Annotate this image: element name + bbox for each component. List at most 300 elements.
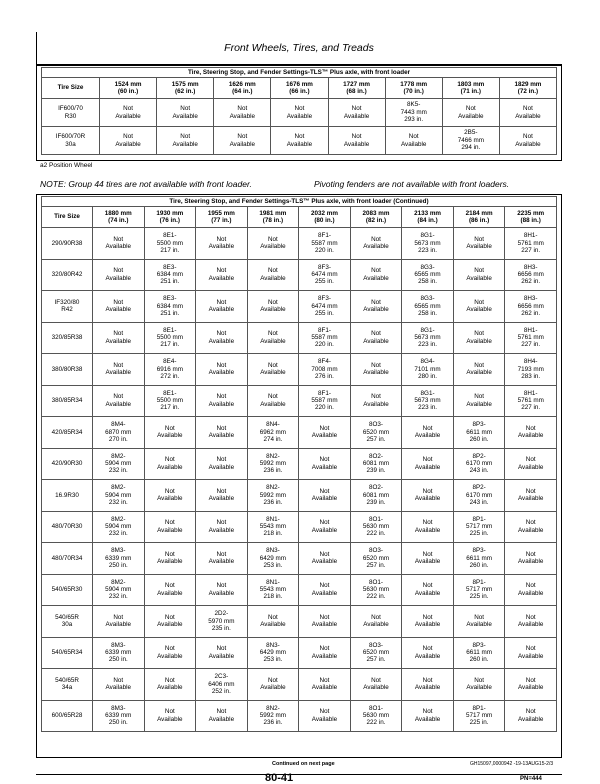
setting-line: Available — [286, 112, 313, 120]
column-header-tire-size: Tire Size — [42, 78, 100, 99]
setting-line: Not — [371, 393, 381, 401]
setting-line: 8H1- — [523, 232, 538, 240]
setting-line: Available — [517, 526, 544, 534]
setting-line: Available — [208, 715, 235, 723]
setting-line: Not — [216, 550, 227, 558]
column-header-line: (64 in.) — [232, 88, 253, 95]
setting-line: 5717 mm — [465, 523, 493, 531]
setting-cell — [247, 417, 299, 449]
setting-line: Available — [414, 715, 441, 723]
table-row — [42, 637, 557, 669]
setting-line: Not — [351, 105, 362, 113]
setting-line: Available — [208, 652, 235, 660]
column-header-line: 1575 mm — [171, 80, 199, 88]
column-header-line: 1803 mm — [457, 80, 485, 88]
setting-line: Not — [268, 676, 278, 684]
setting-line: 5587 mm — [311, 334, 338, 342]
setting-line: Not — [268, 298, 278, 306]
setting-cell — [402, 228, 454, 260]
setting-cell — [196, 448, 248, 480]
setting-line: Available — [517, 558, 544, 566]
setting-line: Available — [115, 112, 141, 120]
setting-line: 6565 mm — [414, 302, 441, 310]
setting-line: Not — [319, 550, 330, 558]
setting-line: 235 in. — [211, 624, 231, 632]
setting-cell — [299, 574, 351, 606]
setting-line: 6870 mm — [105, 428, 132, 436]
setting-line: Available — [208, 243, 235, 251]
setting-line: Available — [208, 274, 235, 282]
setting-line: Available — [105, 621, 131, 629]
column-header-line: (74 in.) — [108, 217, 129, 224]
setting-line: Available — [414, 652, 441, 660]
note-group44: NOTE: Group 44 tires are not available with front loader. — [40, 179, 252, 189]
tire-size-line: 600/65R28 — [51, 712, 83, 720]
column-header-line: 1676 mm — [285, 80, 313, 88]
column-header-line: (77 in.) — [211, 217, 232, 224]
setting-cell — [350, 480, 402, 512]
table-row — [42, 511, 557, 543]
column-header-line: 1626 mm — [228, 80, 256, 88]
table-row — [42, 228, 557, 260]
setting-line: Available — [363, 243, 389, 251]
setting-line: 8N4- — [266, 421, 280, 429]
setting-line: Not — [268, 613, 278, 621]
setting-line: Available — [311, 715, 338, 723]
setting-line: 5904 mm — [105, 523, 132, 531]
setting-line: Available — [414, 526, 441, 534]
setting-cell — [247, 511, 299, 543]
setting-cell — [505, 511, 557, 543]
setting-line: Not — [216, 361, 227, 369]
setting-line: 251 in. — [160, 278, 180, 286]
setting-line: Not — [474, 330, 484, 338]
setting-line: 6916 mm — [156, 365, 183, 373]
setting-line: 7193 mm — [517, 365, 544, 373]
page-title: Front Wheels, Tires, and Treads — [224, 42, 374, 54]
setting-cell — [157, 99, 214, 127]
tire-size-line: 320/80R42 — [51, 271, 83, 279]
setting-line: Available — [517, 432, 544, 440]
table1-frame — [36, 65, 562, 161]
setting-line: Not — [216, 424, 227, 432]
setting-cell — [505, 385, 557, 417]
setting-line: Available — [414, 621, 441, 629]
setting-line: Not — [268, 267, 278, 275]
setting-line: 6565 mm — [414, 271, 441, 279]
setting-cell — [299, 291, 351, 323]
column-header-line: 1955 mm — [207, 209, 235, 217]
setting-cell — [402, 669, 454, 701]
setting-line: Available — [414, 463, 441, 471]
setting-line: Available — [414, 432, 441, 440]
setting-cell — [93, 700, 145, 732]
setting-line: Available — [157, 558, 183, 566]
setting-line: Not — [371, 361, 381, 369]
setting-line: 218 in. — [263, 593, 283, 601]
setting-cell — [144, 417, 196, 449]
setting-line: Available — [105, 306, 131, 314]
setting-line: 6520 mm — [362, 649, 390, 657]
setting-line: Not — [474, 613, 484, 621]
setting-line: 6429 mm — [259, 554, 287, 562]
table-caption: Tire, Steering Stop, and Fender Settings-TLS™ Plus axle, with front loader — [42, 68, 557, 78]
setting-line: Available — [105, 369, 131, 377]
column-header — [93, 207, 145, 228]
setting-cell — [402, 259, 454, 291]
setting-line: 8M3- — [111, 641, 126, 649]
setting-cell — [453, 354, 505, 386]
setting-line: Not — [422, 487, 433, 495]
setting-line: Not — [474, 298, 484, 306]
setting-line: 8F1- — [317, 326, 331, 334]
setting-cell — [144, 354, 196, 386]
tire-size-line: 540/65R — [55, 676, 79, 684]
setting-cell — [93, 354, 145, 386]
setting-cell — [505, 543, 557, 575]
setting-cell — [93, 228, 145, 260]
setting-line: Not — [164, 708, 175, 716]
setting-line: Available — [208, 306, 235, 314]
setting-line: Not — [474, 361, 484, 369]
column-header-line: (84 in.) — [417, 217, 438, 224]
setting-line: Available — [208, 558, 235, 566]
pn-label: PN=444 — [520, 776, 542, 782]
setting-cell — [505, 322, 557, 354]
table-row — [42, 127, 557, 155]
setting-cell — [93, 574, 145, 606]
setting-line: 8M4- — [111, 421, 126, 429]
setting-line: 8N3- — [266, 641, 280, 649]
setting-line: Not — [319, 519, 330, 527]
setting-line: 258 in. — [418, 309, 437, 317]
setting-line: 252 in. — [211, 687, 231, 695]
setting-cell — [247, 228, 299, 260]
setting-cell — [196, 637, 248, 669]
tire-size-line: 420/90R30 — [51, 460, 83, 468]
setting-cell — [93, 322, 145, 354]
setting-cell — [93, 417, 145, 449]
setting-line: 293 in. — [404, 116, 424, 124]
setting-line: 227 in. — [521, 341, 541, 349]
setting-line: Available — [208, 432, 235, 440]
setting-line: Not — [164, 487, 175, 495]
setting-line: Available — [466, 274, 492, 282]
setting-cell — [505, 417, 557, 449]
setting-line: 5992 mm — [259, 712, 287, 720]
setting-cell — [247, 480, 299, 512]
setting-line: 5761 mm — [517, 239, 544, 247]
setting-line: Not — [422, 550, 433, 558]
column-header-line: 2184 mm — [465, 209, 493, 217]
setting-cell — [93, 543, 145, 575]
setting-line: 8N2- — [266, 452, 280, 460]
setting-cell — [299, 228, 351, 260]
setting-line: Not — [525, 613, 536, 621]
setting-line: 6611 mm — [466, 428, 492, 436]
setting-line: Available — [517, 495, 544, 503]
setting-line: Not — [268, 235, 278, 243]
setting-line: Not — [422, 708, 433, 716]
setting-cell — [505, 480, 557, 512]
setting-cell — [144, 448, 196, 480]
setting-line: 5761 mm — [517, 397, 544, 405]
setting-line: Available — [157, 526, 183, 534]
setting-line: 239 in. — [366, 467, 386, 475]
tire-size-cell — [42, 700, 93, 732]
setting-line: Not — [474, 267, 484, 275]
setting-line: 5543 mm — [259, 523, 287, 531]
setting-cell — [453, 511, 505, 543]
setting-line: Not — [123, 105, 133, 113]
setting-line: Available — [311, 495, 338, 503]
tire-size-line: IF600/70R — [55, 133, 86, 141]
setting-line: Available — [229, 112, 256, 120]
setting-line: Available — [363, 337, 389, 345]
setting-cell — [247, 669, 299, 701]
setting-line: 243 in. — [469, 498, 489, 506]
setting-line: 5587 mm — [311, 239, 338, 247]
setting-cell — [328, 127, 385, 155]
column-header — [328, 78, 385, 99]
setting-line: Not — [216, 393, 227, 401]
setting-cell — [196, 417, 248, 449]
column-header-line: 1524 mm — [114, 80, 142, 88]
setting-line: Available — [229, 140, 256, 148]
setting-line: 5500 mm — [156, 397, 183, 405]
footer-rule — [36, 774, 562, 775]
table-row — [42, 574, 557, 606]
setting-line: Not — [113, 298, 124, 306]
setting-line: 6384 mm — [156, 271, 183, 279]
setting-line: Available — [172, 112, 198, 120]
setting-line: 8F1- — [317, 232, 331, 240]
setting-line: Not — [164, 676, 175, 684]
setting-line: 5717 mm — [465, 586, 493, 594]
setting-cell — [350, 322, 402, 354]
setting-line: Available — [466, 684, 492, 692]
setting-line: 8O3- — [369, 547, 383, 555]
column-header-line: (60 in.) — [117, 88, 139, 95]
tire-size-cell — [42, 259, 93, 291]
column-header — [350, 207, 402, 228]
setting-cell — [350, 291, 402, 323]
setting-line: 5904 mm — [105, 491, 132, 499]
setting-line: Available — [466, 400, 492, 408]
setting-cell — [196, 291, 248, 323]
setting-line: 8G1- — [420, 389, 435, 397]
setting-line: 8E1- — [163, 232, 177, 240]
setting-line: Available — [208, 369, 235, 377]
setting-line: Available — [260, 243, 286, 251]
setting-line: 262 in. — [521, 278, 541, 286]
setting-cell — [299, 606, 351, 638]
setting-line: 8O3- — [369, 421, 383, 429]
setting-line: 218 in. — [263, 530, 283, 538]
setting-cell — [402, 637, 454, 669]
setting-line: Available — [400, 140, 427, 148]
tire-size-line: R30 — [64, 112, 77, 120]
setting-line: 5500 mm — [156, 334, 183, 342]
setting-line: Available — [517, 589, 544, 597]
column-header-line: (66 in.) — [289, 88, 310, 95]
setting-cell — [196, 700, 248, 732]
setting-line: Not — [268, 361, 278, 369]
setting-line: 250 in. — [108, 561, 128, 569]
setting-line: 5970 mm — [208, 617, 235, 625]
setting-line: Not — [371, 613, 381, 621]
setting-line: 8M3- — [111, 704, 126, 712]
setting-line: 225 in. — [469, 719, 489, 727]
setting-line: Available — [311, 558, 338, 566]
setting-line: Available — [311, 526, 338, 534]
setting-cell — [505, 606, 557, 638]
setting-line: 253 in. — [263, 561, 283, 569]
setting-line: Available — [157, 621, 183, 629]
setting-line: 8E1- — [163, 389, 177, 397]
setting-line: 8H1- — [523, 326, 538, 334]
setting-cell — [144, 543, 196, 575]
tire-size-line: 30a — [61, 621, 73, 629]
setting-cell — [453, 259, 505, 291]
setting-line: Not — [408, 133, 419, 141]
setting-cell — [196, 480, 248, 512]
setting-cell — [402, 574, 454, 606]
setting-cell — [196, 669, 248, 701]
setting-cell — [299, 354, 351, 386]
column-header-line: 2235 mm — [517, 209, 545, 217]
column-header-line: (80 in.) — [314, 217, 335, 224]
setting-line: Not — [474, 393, 484, 401]
column-header-tire-size: Tire Size — [42, 207, 93, 228]
setting-cell — [505, 700, 557, 732]
setting-cell — [505, 354, 557, 386]
setting-cell — [453, 574, 505, 606]
setting-line: Available — [466, 621, 492, 629]
setting-line: Not — [180, 133, 191, 141]
setting-line: 7008 mm — [311, 365, 338, 373]
setting-cell — [144, 480, 196, 512]
setting-line: Not — [294, 133, 305, 141]
setting-line: 232 in. — [108, 530, 128, 538]
setting-line: Available — [311, 589, 338, 597]
setting-cell — [93, 637, 145, 669]
table-row — [42, 322, 557, 354]
setting-line: 5717 mm — [465, 712, 493, 720]
setting-line: 8P1- — [472, 704, 486, 712]
column-header-line: 2032 mm — [310, 209, 338, 217]
tire-size-line: 480/70R34 — [51, 554, 83, 562]
setting-cell — [157, 127, 214, 155]
setting-line: Not — [422, 676, 433, 684]
setting-line: 227 in. — [521, 246, 541, 254]
setting-line: Not — [113, 330, 124, 338]
setting-cell — [144, 574, 196, 606]
setting-line: Available — [343, 112, 370, 120]
tire-size-line: 290/90R38 — [51, 239, 83, 247]
setting-cell — [299, 700, 351, 732]
setting-cell — [350, 385, 402, 417]
setting-line: 6339 mm — [105, 712, 132, 720]
tire-size-cell — [42, 322, 93, 354]
setting-line: 283 in. — [521, 372, 541, 380]
setting-line: 255 in. — [315, 309, 334, 317]
setting-cell — [247, 543, 299, 575]
setting-line: Not — [216, 582, 227, 590]
setting-line: 8O1- — [369, 704, 383, 712]
tire-size-cell — [42, 543, 93, 575]
setting-line: 8G1- — [420, 326, 435, 334]
setting-cell — [350, 448, 402, 480]
column-header — [402, 207, 454, 228]
setting-line: 5543 mm — [259, 586, 287, 594]
setting-line: Not — [422, 519, 433, 527]
setting-line: 220 in. — [315, 246, 334, 254]
setting-cell — [196, 606, 248, 638]
setting-line: 5630 mm — [362, 523, 390, 531]
setting-line: 8O3- — [369, 641, 383, 649]
setting-cell — [247, 385, 299, 417]
setting-line: 8H3- — [523, 263, 538, 271]
setting-line: Available — [105, 400, 131, 408]
setting-line: Available — [311, 432, 338, 440]
setting-line: 8P3- — [472, 547, 486, 555]
setting-line: Available — [260, 337, 286, 345]
setting-line: Not — [319, 708, 330, 716]
setting-cell — [453, 291, 505, 323]
table-row — [42, 669, 557, 701]
setting-cell — [93, 669, 145, 701]
tire-size-line: 480/70R30 — [51, 523, 83, 531]
setting-line: 222 in. — [366, 530, 386, 538]
setting-cell — [453, 637, 505, 669]
setting-cell — [350, 259, 402, 291]
setting-line: Not — [525, 708, 536, 716]
setting-cell — [299, 385, 351, 417]
page-number: 80-41 — [265, 772, 294, 784]
setting-line: 5673 mm — [414, 334, 441, 342]
setting-cell — [93, 448, 145, 480]
setting-line: 260 in. — [469, 561, 489, 569]
column-header-line: (68 in.) — [346, 88, 367, 95]
setting-line: Available — [517, 621, 544, 629]
setting-line: Available — [414, 589, 441, 597]
setting-line: 257 in. — [366, 656, 386, 664]
setting-line: 258 in. — [418, 278, 437, 286]
setting-cell — [196, 511, 248, 543]
setting-line: 6520 mm — [362, 554, 390, 562]
setting-cell — [299, 669, 351, 701]
table-row — [42, 606, 557, 638]
setting-cell — [299, 480, 351, 512]
setting-line: Not — [113, 393, 124, 401]
tire-size-line: 540/65R — [55, 613, 79, 621]
tire-size-line: IF320/80 — [54, 298, 80, 306]
setting-cell — [402, 543, 454, 575]
setting-line: 6170 mm — [465, 460, 493, 468]
setting-line: Available — [414, 684, 441, 692]
tire-size-cell — [42, 127, 100, 155]
setting-cell — [350, 606, 402, 638]
column-header — [505, 207, 557, 228]
setting-cell — [196, 543, 248, 575]
setting-line: 8N1- — [266, 578, 280, 586]
setting-line: Available — [466, 306, 492, 314]
setting-cell — [453, 480, 505, 512]
setting-line: 6962 mm — [259, 428, 287, 436]
tire-size-line: 30a — [65, 140, 76, 148]
column-header-line: (78 in.) — [262, 217, 284, 224]
